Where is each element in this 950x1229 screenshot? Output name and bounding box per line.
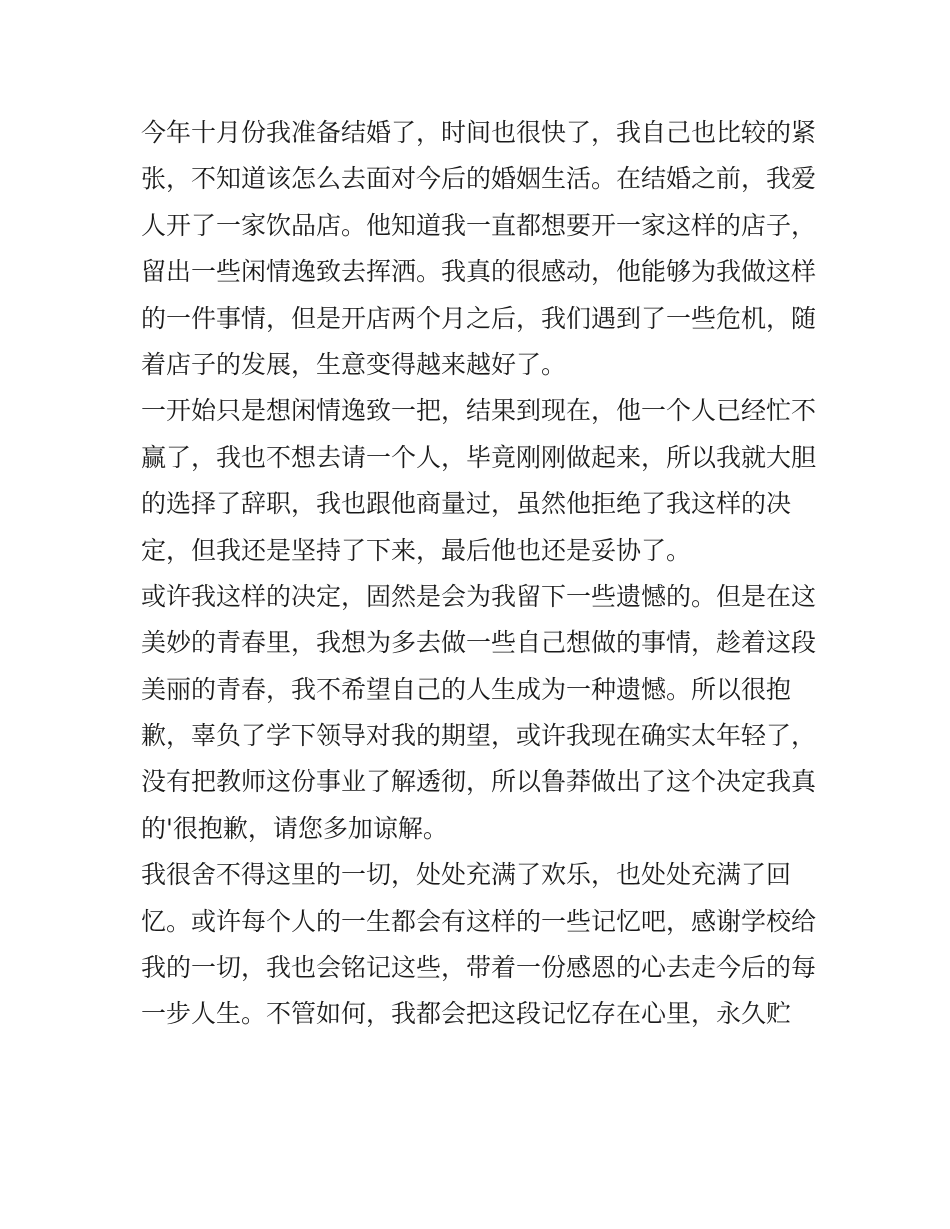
body-text <box>141 110 821 1038</box>
text-line: 的一件事情，但是开店两个月之后，我们遇到了一些危机，随 <box>141 303 817 333</box>
text-line: 定，但我还是坚持了下来，最后他也还是妥协了。 <box>141 535 692 565</box>
text-line: 我很舍不得这里的一切，处处充满了欢乐，也处处充满了回 <box>141 860 792 890</box>
text-line: 歉，辜负了学下领导对我的期望，或许我现在确实太年轻了， <box>141 721 817 751</box>
text-line: 没有把教师这份事业了解透彻，所以鲁莽做出了这个决定我真 <box>141 767 817 797</box>
text-line: 或许我这样的决定，固然是会为我留下一些遗憾的。但是在这 <box>141 581 817 611</box>
text-line: 留出一些闲情逸致去挥洒。我真的很感动，他能够为我做这样 <box>141 257 817 287</box>
text-line: 一开始只是想闲情逸致一把，结果到现在，他一个人已经忙不 <box>141 396 817 426</box>
text-line: 我的一切，我也会铭记这些，带着一份感恩的心去走今后的每 <box>141 953 817 983</box>
text-line: 今年十月份我准备结婚了，时间也很快了，我自己也比较的紧 <box>141 118 817 147</box>
text-line: 一步人生。不管如何，我都会把这段记忆存在心里，永久贮 <box>141 999 792 1029</box>
text-line: 着店子的发展，生意变得越来越好了。 <box>141 349 567 379</box>
text-line: 忆。或许每个人的一生都会有这样的一些记忆吧，感谢学校给 <box>141 906 817 936</box>
text-line: 张，不知道该怎么去面对今后的婚姻生活。在结婚之前，我爱 <box>141 164 817 194</box>
text-line: 美妙的青春里，我想为多去做一些自己想做的事情，趁着这段 <box>141 628 817 658</box>
text-line: 的选择了辞职，我也跟他商量过，虽然他拒绝了我这样的决 <box>141 489 792 519</box>
text-line: 美丽的青春，我不希望自己的人生成为一种遗憾。所以很抱 <box>141 674 792 704</box>
text-line: 人开了一家饮品店。他知道我一直都想要开一家这样的店子， <box>141 210 817 240</box>
text-line: 的'很抱歉，请您多加谅解。 <box>141 813 448 843</box>
text-line: 赢了，我也不想去请一个人，毕竟刚刚做起来，所以我就大胆 <box>141 442 817 472</box>
